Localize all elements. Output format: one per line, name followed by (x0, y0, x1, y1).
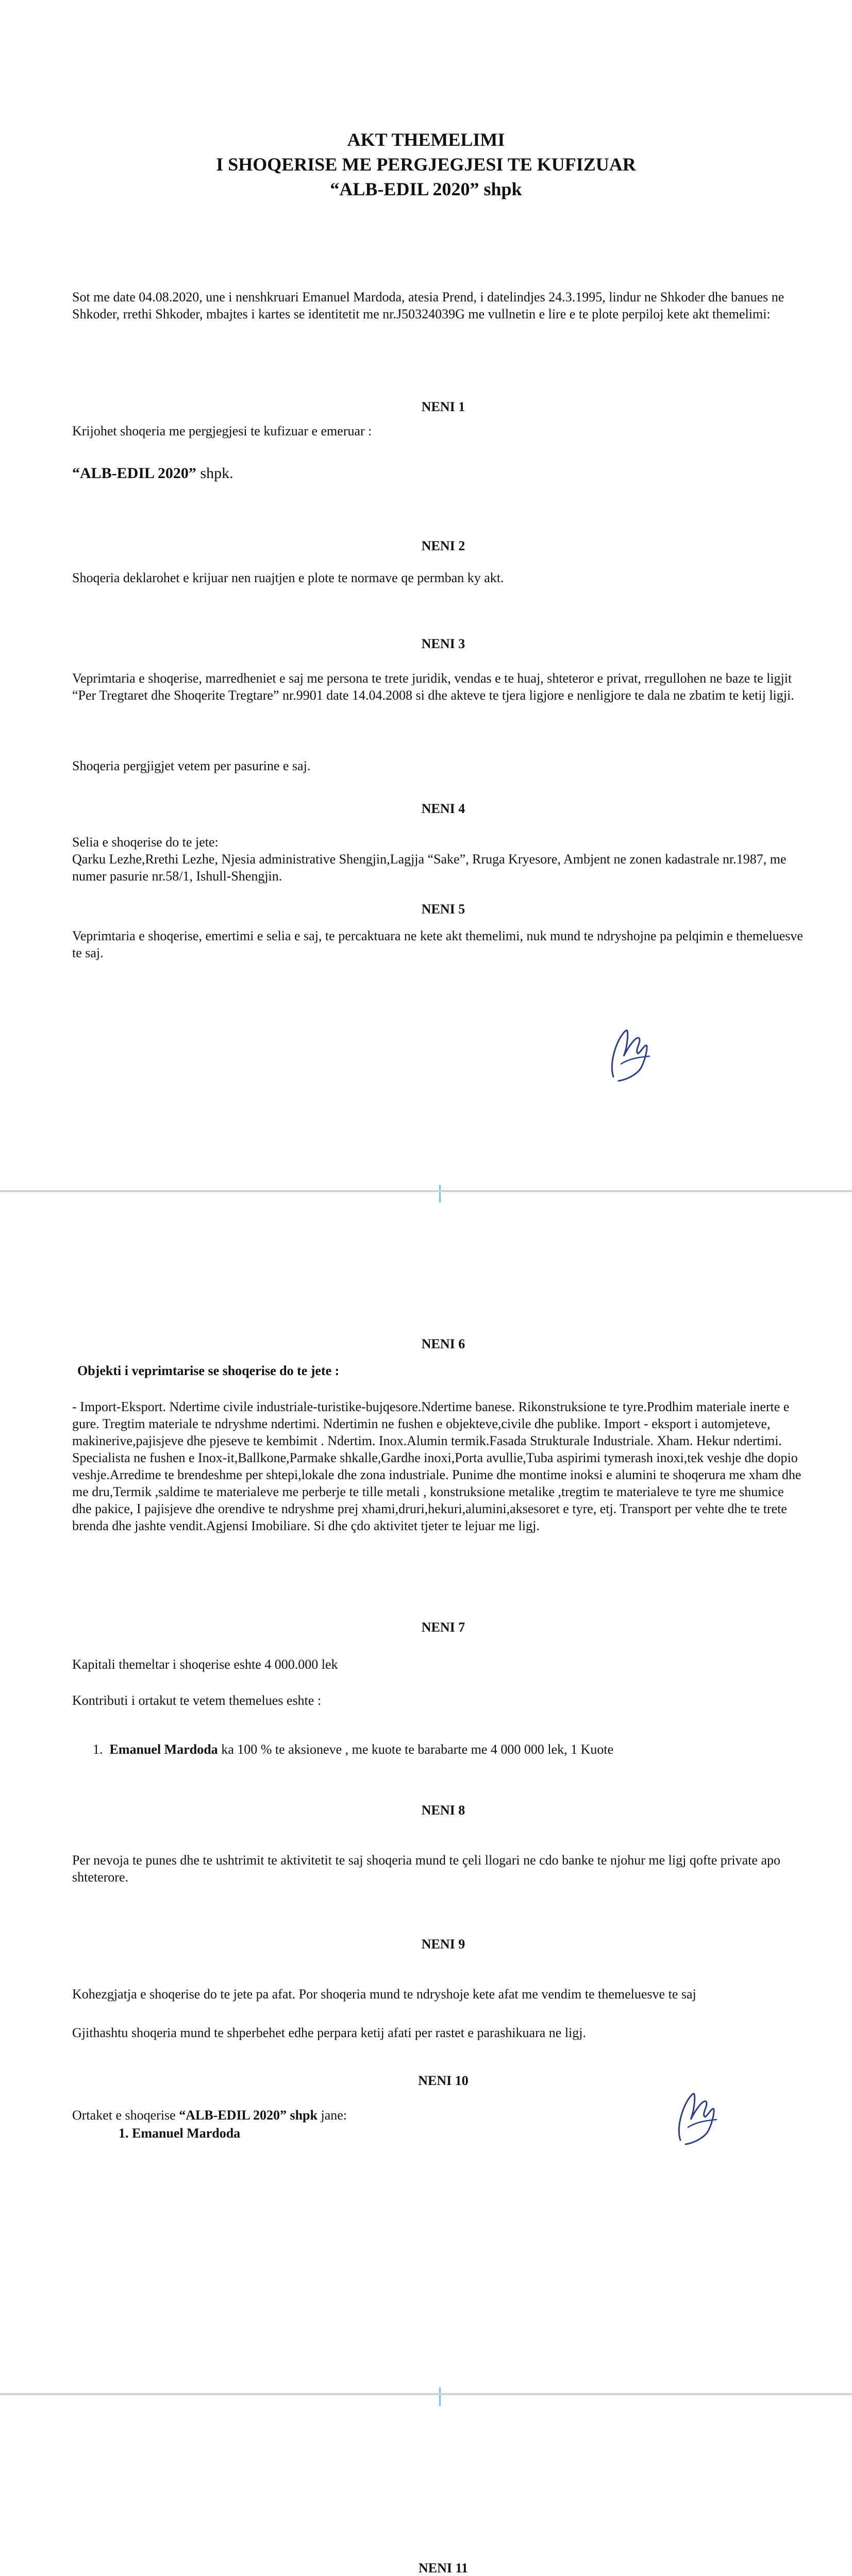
document-page-2 (0, 1202, 852, 2387)
article-7-contribution: Kontributi i ortakut te vetem themelues eshte : (72, 1693, 322, 1708)
article-1-text: Krijohet shoqeria me pergjegjesi te kufizuar e emeruar : (72, 423, 372, 438)
article-5-text: Veprimtaria e shoqerise, emertimi e selia e saj, te percaktuara ne kete akt themelimi, nuk mund te ndryshojne pa pelqimin e themeluesve te saj. (72, 928, 803, 960)
article-7-shareholder-item (93, 1741, 804, 1758)
document-title-line-2: I SHOQERISE ME PERGJEGJESI TE KUFIZUAR (216, 154, 636, 175)
shareholder-number: 1. (93, 1742, 103, 1757)
company-suffix: shpk. (196, 465, 233, 482)
article-2-heading: NENI 2 (421, 538, 465, 553)
article-4-heading: NENI 4 (421, 801, 465, 816)
article-9-text: Kohezgjatja e shoqerise do te jete pa afat. Por shoqeria mund te ndryshoje kete afat me vendim te themeluesve te saj (72, 1987, 696, 2002)
article-11-heading: NENI 11 (418, 2561, 469, 2575)
document-page-3 (0, 2406, 852, 2576)
page-break-2 (0, 2393, 852, 2395)
article-3-heading: NENI 3 (421, 636, 465, 651)
article-8-text: Per nevoja te punes dhe te ushtrimit te aktivitetit te saj shoqeria mund te çeli llogari ne cdo banke te njohur me ligj qofte private apo shteterore. (72, 1853, 780, 1885)
article-1-heading: NENI 1 (421, 399, 465, 414)
document-page-1 (0, 0, 852, 1185)
document-title-line-1: AKT THEMELIMI (347, 129, 505, 150)
article-10-heading: NENI 10 (418, 2073, 469, 2088)
article-7-capital: Kapitali themeltar i shoqerise eshte 4 000.000 lek (72, 1657, 338, 1672)
article-9-heading: NENI 9 (421, 1937, 465, 1952)
article-10-partner-item: 1. Emanuel Mardoda (119, 2126, 241, 2141)
article-10-company: “ALB-EDIL 2020” shpk (179, 2108, 318, 2123)
handwritten-signature-page-2 (665, 2078, 727, 2156)
article-4-text: Selia e shoqerise do te jete: (72, 835, 219, 850)
document-title-line-3: “ALB-EDIL 2020” shpk (330, 179, 522, 199)
article-3-text-2: Shoqeria pergjigjet vetem per pasurine e saj. (72, 758, 311, 773)
article-8-heading: NENI 8 (421, 1803, 465, 1818)
handwritten-signature-page-1 (598, 1015, 660, 1092)
article-3-text: Veprimtaria e shoqerise, marredheniet e saj me persona te trete juridik, vendas e te huaj, shteteror e privat, rregullohen ne baze te ligjit “Per Tregtaret dhe Shoqerite Tregtare” nr.9901 date 14.04.2008 si dhe akteve te tjera ligjore e nenligjore te dala ne zbatim te ketij ligji. (72, 671, 794, 703)
article-6-text: - Import-Eksport. Ndertime civile industriale-turistike-bujqesore.Ndertime banese. Rikonstruksione te tyre.Prodhim materiale inerte e gure. Tregtim materiale te ndryshme ndertimi. Ndertimin ne fushen e objekteve,civile dhe publike. Import - eksport i automjeteve, makinerive,pajisjeve dhe pjeseve te kembimit . Ndertim. Inox.Alumin termik.Fasada Strukturale Industriale. Xham. Hekur ndertimi. Specialista ne fushen e Inox-it,Ballkone,Parmake shkalle,Gardhe inoxi,Porta avullie,Tuba aspirimi tymerash inoxi,tek veshje dhe dopio veshje.Arredime te brendeshme per shtepi,lokale dhe zona industriale. Punime dhe montime inoksi e alumini te shoqerura me xham dhe me dru,Termik ,saldime te materialeve me perberje te tille metali , konstruksione metalike ,tregtim te materialeve te tyre me shumice dhe pakice, I pajisjeve dhe orendive te ndryshme prej xhami,druri,hekuri,alumini,aksesoret e tyre, etj. Transport per vehte dhe te trete brenda dhe jashte vendit.Agjensi Imobiliare. Si dhe çdo aktivitet tjeter te lejuar me ligj. (72, 1399, 801, 1533)
page-break-1 (0, 1190, 852, 1192)
article-5-heading: NENI 5 (421, 902, 465, 917)
article-4-address: Qarku Lezhe,Rrethi Lezhe, Njesia administrative Shengjin,Lagjja “Sake”, Rruga Kryesore, Ambjent ne zonen kadastrale nr.1987, me numer pasurie nr.58/1, Ishull-Shengjin. (72, 852, 787, 884)
article-6-subheading: Objekti i veprimtarise se shoqerise do te jete : (77, 1363, 340, 1378)
intro-paragraph: Sot me date 04.08.2020, une i nenshkruari Emanuel Mardoda, atesia Prend, i datelindjes 24.3.1995, lindur ne Shkoder dhe banues ne Shkoder, rrethi Shkoder, mbajtes i kartes se identitetit me nr.J50324039G me vullnetin e lire e te plote perpiloj kete akt themelimi: (72, 290, 784, 321)
company-name-line (72, 465, 804, 482)
shareholder-name: Emanuel Mardoda (109, 1742, 218, 1757)
article-10-text-a: Ortaket e shoqerise (72, 2108, 179, 2123)
article-7-heading: NENI 7 (421, 1620, 465, 1635)
shareholder-shares: ka 100 % te aksioneve , me kuote te barabarte me 4 000 000 lek, 1 Kuote (218, 1742, 614, 1757)
article-10-text-b: jane: (317, 2108, 347, 2123)
article-6-heading: NENI 6 (421, 1336, 465, 1351)
article-2-text: Shoqeria deklarohet e krijuar nen ruajtjen e plote te normave qe permban ky akt. (72, 570, 504, 585)
article-9-text-2: Gjithashtu shoqeria mund te shperbehet edhe perpara ketij afati per rastet e parashikuara ne ligj. (72, 2025, 587, 2040)
company-name: “ALB-EDIL 2020” (72, 465, 196, 482)
